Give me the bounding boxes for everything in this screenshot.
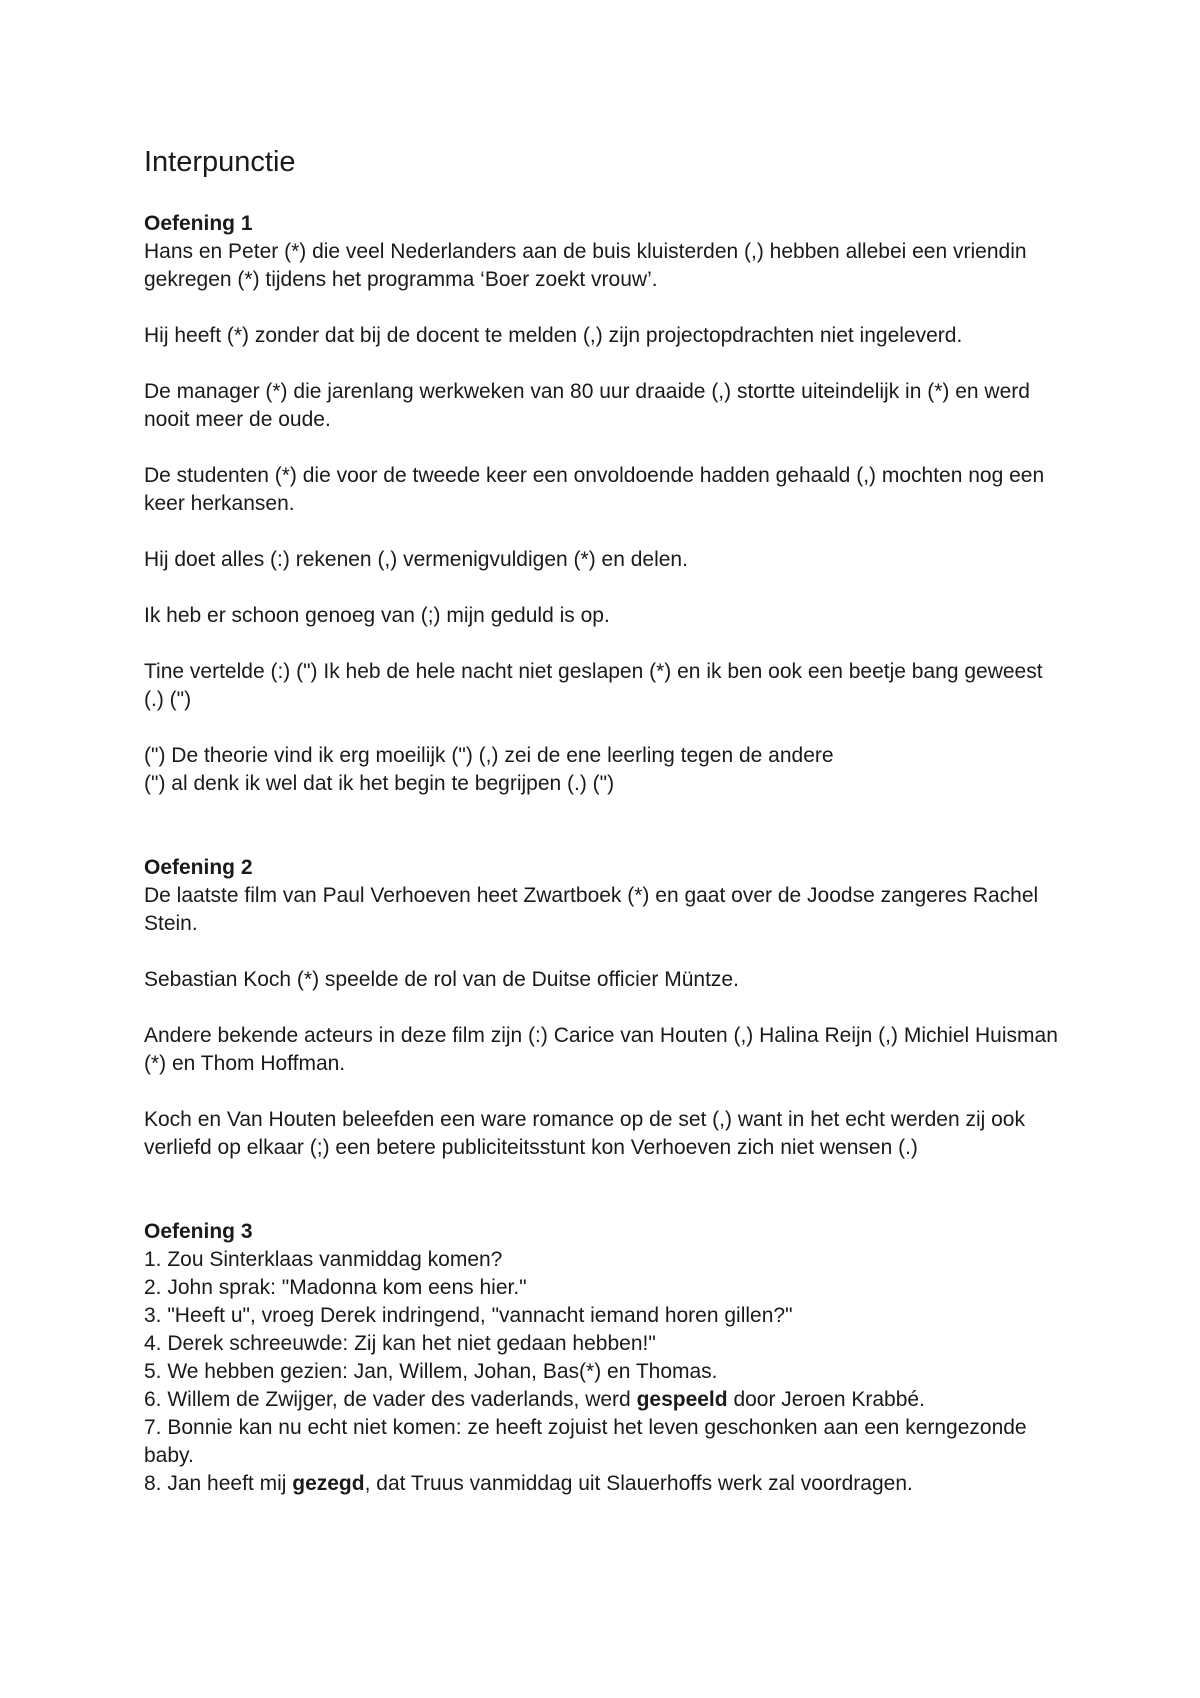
exercise-sentence: Andere bekende acteurs in deze film zijn (:) Carice van Houten (,) Halina Reijn (,) Michiel Huisman (*) en Thom Hoffman.	[144, 1024, 1058, 1075]
list-item: 5. We hebben gezien: Jan, Willem, Johan, Bas(*) en Thomas.	[144, 1360, 718, 1383]
exercise-sentence: Hij doet alles (:) rekenen (,) vermenigvuldigen (*) en delen.	[144, 548, 688, 571]
section-oefening-3	[144, 1218, 1064, 1498]
list-item	[144, 1470, 1064, 1498]
list-item-text: 6. Willem de Zwijger, de vader des vaderlands, werd	[144, 1388, 637, 1411]
section-spacer	[144, 798, 1064, 854]
bold-word: gezegd	[292, 1472, 365, 1495]
exercise-sentence: Koch en Van Houten beleefden een ware romance op de set (,) want in het echt werden zij ook verliefd op elkaar (;) een betere publiciteitsstunt kon Verhoeven zich niet wensen (.)	[144, 1108, 1025, 1159]
section-oefening-2	[144, 854, 1064, 1162]
exercise-sentence: De laatste film van Paul Verhoeven heet Zwartboek (*) en gaat over de Joodse zangeres Rachel Stein.	[144, 884, 1039, 935]
section-heading: Oefening 1	[144, 212, 253, 235]
exercise-sentence: (") De theorie vind ik erg moeilijk (") (,) zei de ene leerling tegen de andere (") al denk ik wel dat ik het begin te begrijpen (.) (")	[144, 744, 834, 795]
exercise-sentence: Tine vertelde (:) (") Ik heb de hele nacht niet geslapen (*) en ik ben ook een beetje bang geweest (.) (")	[144, 660, 1043, 711]
list-item	[144, 1386, 1064, 1414]
list-item: 7. Bonnie kan nu echt niet komen: ze heeft zojuist het leven geschonken aan een kerngezonde baby.	[144, 1416, 1027, 1467]
list-item-text: 8. Jan heeft mij	[144, 1472, 293, 1495]
bold-word: gespeeld	[636, 1388, 728, 1411]
exercise-sentence: Hans en Peter (*) die veel Nederlanders aan de buis kluisterden (,) hebben allebei een vriendin gekregen (*) tijdens het programma ‘Boer zoekt vrouw’.	[144, 240, 1027, 291]
exercise-sentence: De studenten (*) die voor de tweede keer een onvoldoende hadden gehaald (,) mochten nog een keer herkansen.	[144, 464, 1045, 515]
list-item: 3. "Heeft u", vroeg Derek indringend, "vannacht iemand horen gillen?"	[144, 1304, 793, 1327]
list-item-text: , dat Truus vanmiddag uit Slauerhoffs werk zal voordragen.	[364, 1472, 913, 1495]
section-heading: Oefening 3	[144, 1220, 253, 1243]
list-item: 1. Zou Sinterklaas vanmiddag komen?	[144, 1248, 503, 1271]
numbered-sentence-list	[144, 1246, 1064, 1498]
exercise-sentence: Hij heeft (*) zonder dat bij de docent te melden (,) zijn projectopdrachten niet ingeleverd.	[144, 324, 963, 347]
document-title: Interpunctie	[144, 146, 296, 178]
document-page	[144, 142, 1064, 1498]
section-spacer	[144, 1162, 1064, 1218]
exercise-sentence: De manager (*) die jarenlang werkweken van 80 uur draaide (,) stortte uiteindelijk in (*) en werd nooit meer de oude.	[144, 380, 1030, 431]
section-heading: Oefening 2	[144, 856, 253, 879]
exercise-sentence: Ik heb er schoon genoeg van (;) mijn geduld is op.	[144, 604, 610, 627]
list-item-text: door Jeroen Krabbé.	[727, 1388, 925, 1411]
list-item: 2. John sprak: "Madonna kom eens hier."	[144, 1276, 527, 1299]
section-oefening-1	[144, 210, 1064, 798]
exercise-sentence: Sebastian Koch (*) speelde de rol van de Duitse officier Müntze.	[144, 968, 739, 991]
list-item: 4. Derek schreeuwde: Zij kan het niet gedaan hebben!"	[144, 1332, 656, 1355]
